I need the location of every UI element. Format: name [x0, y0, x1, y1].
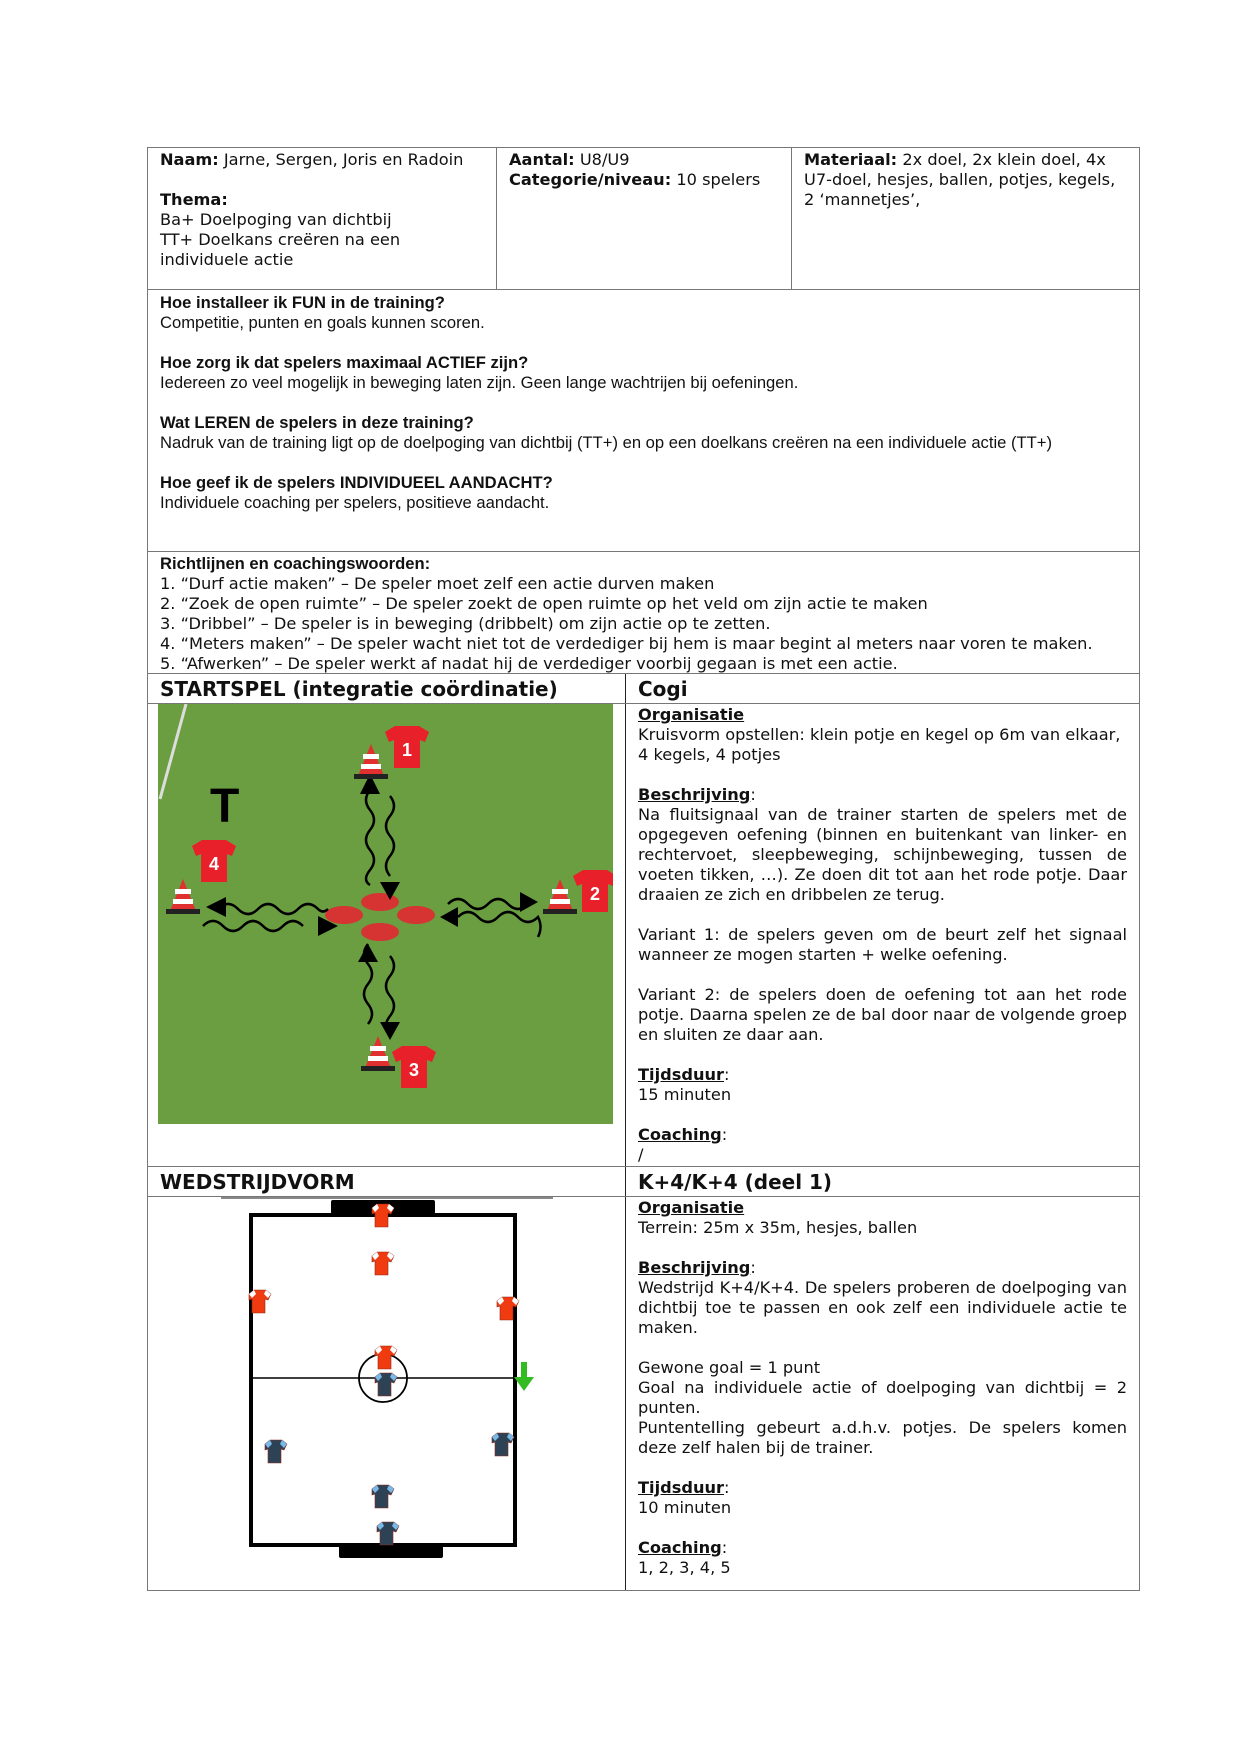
answer-aandacht: Individuele coaching per spelers, positieve aandacht. [160, 493, 550, 512]
wedstrijdvorm-title-row [148, 1167, 1139, 1197]
startspel-diagram-cell [148, 704, 625, 1166]
variant-1: Variant 1: de spelers geven om de beurt zelf het signaal wanneer ze mogen starten + welke oefening. [638, 925, 1127, 964]
beschrijving-label: Beschrijving [638, 1258, 751, 1277]
aantal-cell [496, 148, 791, 289]
tijdsduur-value: 15 minuten [638, 1085, 732, 1104]
wedstrijdvorm-text-cell: Organisatie Terrein: 25m x 35m, hesjes, ballen Beschrijving: Wedstrijd K+4/K+4. De spelers proberen de doelpoging van dichtbij toe te passen en ook zelf een individuele actie te maken. Gewone goal = 1 punt Goal na individuele actie of doelpoging van dichtbij = 2 punten. Puntentelling gebeurt a.d.h.v. potjes. De spelers komen deze zelf halen bij de trainer. Tijdsduur: 10 minuten Coaching: 1, 2, 3, 4, 5 [625, 1197, 1139, 1590]
guideline-item: 2. “Zoek de open ruimte” – De speler zoekt de open ruimte op het veld om zijn actie te maken [160, 594, 928, 613]
header-row [148, 148, 1139, 290]
wedstrijdvorm-title: WEDSTRIJDVORM [160, 1170, 355, 1194]
thema-label: Thema: [160, 190, 228, 209]
disc-right [397, 906, 435, 924]
disc-left [325, 906, 363, 924]
startspel-title-row [148, 674, 1139, 704]
beschrijving-label: Beschrijving [638, 785, 751, 804]
guidelines-title: Richtlijnen en coachingswoorden: [160, 554, 431, 573]
question-leren: Wat LEREN de spelers in deze training? [160, 413, 474, 432]
naam-value: Jarne, Sergen, Joris en Radoin [223, 150, 464, 169]
coaching-value: / [638, 1145, 644, 1164]
disc-bottom [361, 923, 399, 941]
startspel-name: Cogi [625, 674, 1139, 703]
beschrijving-text: Na fluitsignaal van de trainer starten de spelers met de opgegeven oefening (binnen en buitenkant van linker- en rechtervoet, sleepbeweging, schijnbeweging, tussen de voeten tikken, …). Ze doen dit tot aan het rode potje. Daar draaien ze zich en dribbelen ze terug. [638, 805, 1127, 904]
categorie-value: 10 spelers [676, 170, 761, 189]
coaching-value: 1, 2, 3, 4, 5 [638, 1558, 731, 1577]
thema-line-2: TT+ Doelkans creëren na een individuele actie [160, 230, 401, 269]
answer-fun: Competitie, punten en goals kunnen scoren. [160, 313, 485, 332]
guideline-item: 3. “Dribbel” – De speler is in beweging (dribbelt) om zijn actie op te zetten. [160, 614, 771, 633]
tijdsduur-label: Tijdsduur [638, 1065, 724, 1084]
organisatie-label: Organisatie [638, 1198, 745, 1217]
coaching-label: Coaching [638, 1538, 722, 1557]
materiaal-label: Materiaal: [804, 150, 898, 169]
categorie-label: Categorie/niveau: [509, 170, 672, 189]
answer-actief: Iedereen zo veel mogelijk in beweging laten zijn. Geen lange wachtrijen bij oefeningen. [160, 373, 799, 392]
wedstrijdvorm-diagram-cell [148, 1197, 625, 1590]
disc-top [361, 893, 399, 911]
questions-cell [148, 290, 1139, 551]
organisatie-text: Terrein: 25m x 35m, hesjes, ballen [638, 1218, 918, 1237]
startspel-row [148, 704, 1139, 1167]
materiaal-cell [791, 148, 1139, 289]
guidelines-row [148, 552, 1139, 674]
question-aandacht: Hoe geef ik de spelers INDIVIDUEEL AANDACHT? [160, 473, 553, 492]
wedstrijdvorm-name: K+4/K+4 (deel 1) [625, 1167, 1139, 1196]
tijdsduur-label: Tijdsduur [638, 1478, 724, 1497]
thema-line-1: Ba+ Doelpoging van dichtbij [160, 210, 392, 229]
naam-label: Naam: [160, 150, 219, 169]
questions-row [148, 290, 1139, 552]
guideline-item: 5. “Afwerken” – De speler werkt af nadat hij de verdediger voorbij gegaan is met een actie. [160, 654, 898, 673]
coaching-label: Coaching [638, 1125, 722, 1144]
guideline-item: 4. “Meters maken” – De speler wacht niet tot de verdediger bij hem is maar begint al meters naar voren te maken. [160, 634, 1093, 653]
guidelines-cell [148, 552, 1139, 673]
scoring-rule-2: Goal na individuele actie of doelpoging van dichtbij = 2 punten. [638, 1378, 1127, 1417]
tijdsduur-value: 10 minuten [638, 1498, 732, 1517]
aantal-value: U8/U9 [579, 150, 630, 169]
player-number-2: 2 [589, 884, 601, 904]
startspel-title: STARTSPEL (integratie coördinatie) [160, 677, 558, 701]
goal-bottom [339, 1545, 443, 1558]
player-number-3: 3 [408, 1060, 420, 1080]
guideline-item: 1. “Durf actie maken” – De speler moet zelf een actie durven maken [160, 574, 715, 593]
question-fun: Hoe installeer ik FUN in de training? [160, 293, 445, 312]
name-theme-cell [148, 148, 496, 289]
match-field-diagram [148, 1197, 623, 1587]
trainer-label: T [210, 780, 240, 833]
player-number-1: 1 [401, 740, 413, 760]
answer-leren: Nadruk van de training ligt op de doelpoging van dichtbij (TT+) en op een doelkans creëren na een individuele actie (TT+) [160, 433, 1052, 452]
materiaal-value: 2x doel, 2x klein doel, 4x U7-doel, hesjes, ballen, potjes, kegels, 2 ‘mannetjes’, [804, 150, 1116, 209]
beschrijving-text: Wedstrijd K+4/K+4. De spelers proberen de doelpoging van dichtbij toe te passen en ook zelf een individuele actie te maken. [638, 1278, 1127, 1337]
organisatie-text: Kruisvorm opstellen: klein potje en kegel op 6m van elkaar, 4 kegels, 4 potjes [638, 725, 1121, 764]
cross-drill-diagram [158, 704, 613, 1124]
question-actief: Hoe zorg ik dat spelers maximaal ACTIEF zijn? [160, 353, 529, 372]
player-number-4: 4 [208, 854, 220, 874]
training-sheet [147, 147, 1140, 1591]
scoring-rule-3: Puntentelling gebeurt a.d.h.v. potjes. De spelers komen deze zelf halen bij de trainer. [638, 1418, 1127, 1457]
variant-2: Variant 2: de spelers doen de oefening tot aan het rode potje. Daarna spelen ze de bal door naar de volgende groep en sluiten ze daar aan. [638, 985, 1127, 1044]
startspel-text-cell: Organisatie Kruisvorm opstellen: klein potje en kegel op 6m van elkaar, 4 kegels, 4 potjes Beschrijving: Na fluitsignaal van de trainer starten de spelers met de opgegeven oefening (binnen en buitenkant van linker- en rechtervoet, sleepbeweging, schijnbeweging, tussen de voeten tikken, …). Ze doen dit tot aan het rode potje. Daar draaien ze zich en dribbelen ze terug. Variant 1: de spelers geven om de beurt zelf het signaal wanneer ze mogen starten + welke oefening. Variant 2: de spelers doen de oefening tot aan het rode potje. Daarna spelen ze de bal door naar de volgende groep en sluiten ze daar aan. Tijdsduur: 15 minuten Coaching: / [625, 704, 1139, 1166]
aantal-label: Aantal: [509, 150, 575, 169]
wedstrijdvorm-row [148, 1197, 1139, 1590]
organisatie-label: Organisatie [638, 705, 745, 724]
scoring-rule-1: Gewone goal = 1 punt [638, 1358, 821, 1377]
